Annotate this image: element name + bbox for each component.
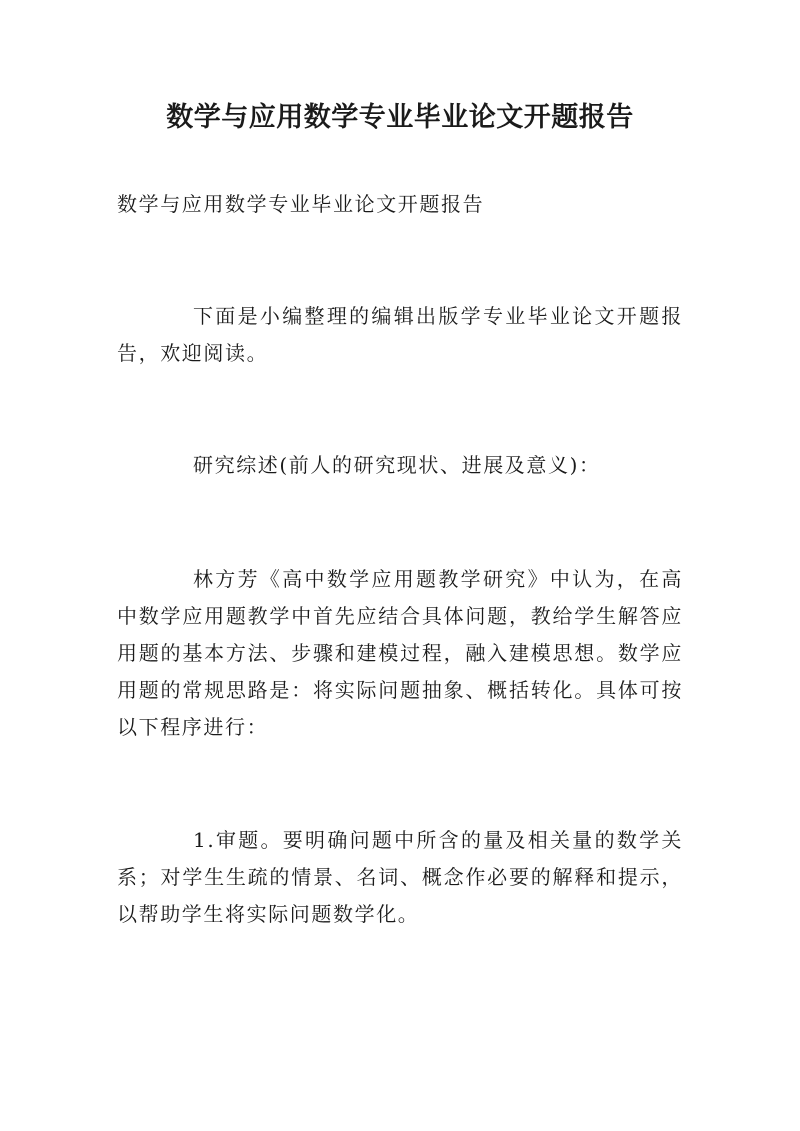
- step-1-paragraph: 1.审题。要明确问题中所含的量及相关量的数学关系；对学生生疏的情景、名词、概念作必要的解释和提示，以帮助学生将实际问题数学化。: [117, 828, 683, 926]
- intro-paragraph: 下面是小编整理的编辑出版学专业毕业论文开题报告，欢迎阅读。: [117, 304, 683, 365]
- subtitle-paragraph: 数学与应用数学专业毕业论文开题报告: [117, 192, 485, 216]
- lin-fangfang-paragraph: 林方芳《高中数学应用题教学研究》中认为，在高中数学应用题教学中首先应结合具体问题，教给学生解答应用题的基本方法、步骤和建模过程，融入建模思想。数学应用题的常规思路是：将实际问题抽象、概括转化。具体可按以下程序进行：: [117, 567, 683, 739]
- review-heading-paragraph: 研究综述(前人的研究现状、进展及意义)：: [193, 453, 601, 477]
- document-title: 数学与应用数学专业毕业论文开题报告: [166, 102, 634, 133]
